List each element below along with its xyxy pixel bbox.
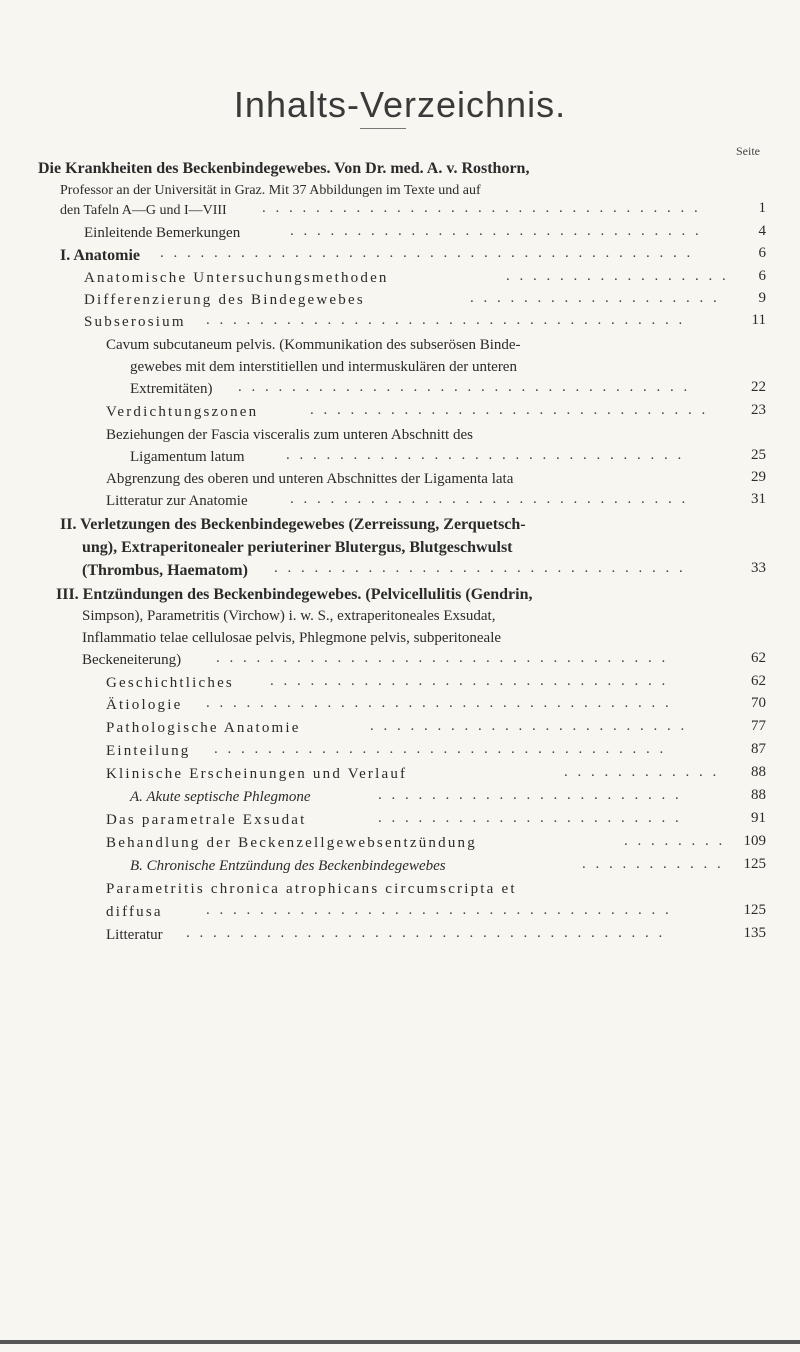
toc-page-number: 23 [751,402,766,418]
toc-entry-text: Verdichtungszonen [106,404,259,420]
toc-entry-text: II. Verletzungen des Beckenbindegewebes (Zerreissung, Zerquetsch- [60,516,526,533]
leader-dots: . . . . . . . . . . . . . . . . . . . . . . . . . . . . . . . . . . . [206,695,672,711]
toc-page-number: 62 [751,650,766,666]
toc-page-number: 1 [758,200,766,216]
toc-entry-text: diffusa [106,904,163,920]
leader-dots: . . . . . . . . . . . . . . . . . . . . . . . . [370,718,688,734]
toc-page-number: 87 [751,741,766,757]
page-title: Inhalts-Verzeichnis. [233,84,567,125]
toc-entry-text: Pathologische Anatomie [106,720,301,736]
toc-entry-text: Ligamentum latum [130,449,245,465]
toc-entry-text: Behandlung der Beckenzellgewebsentzündung [106,835,477,851]
leader-dots: . . . . . . . . . . . . . . . . . . . . . . . . . . . . . . . . . . . [206,902,672,918]
toc-page-number: 6 [758,268,766,284]
toc-page-number: 88 [751,787,766,803]
toc-entry-text: Litteratur zur Anatomie [106,493,248,509]
toc-entry-text: (Thrombus, Haematom) [82,562,248,579]
toc-entry-text: Parametritis chronica atrophicans circumscripta et [106,881,517,897]
toc-entry-text: I. Anatomie [60,247,140,264]
leader-dots: . . . . . . . . . . . . . . . . . . . . . . . . . . . . . . . . . [262,200,701,216]
toc-page-number: 109 [743,833,766,849]
leader-dots: . . . . . . . . . . . . . . . . . . . . . . . . . . . . . . . [274,560,686,576]
toc-entry-text: Simpson), Parametritis (Virchow) i. w. S., extraperitoneales Exsudat, [82,608,496,624]
toc-entry-text: Ätiologie [106,697,183,713]
toc-entry-text: Litteratur [106,927,163,943]
leader-dots: . . . . . . . . . . . . . . . . . [506,268,729,284]
title-divider [360,128,406,129]
toc-page-number: 22 [751,379,766,395]
toc-entry-text: Beziehungen der Fascia visceralis zum unteren Abschnitt des [106,427,473,443]
toc-entry-text: A. Akute septische Phlegmone [130,789,311,805]
toc-page-number: 91 [751,810,766,826]
leader-dots: . . . . . . . . . . . . [564,764,720,780]
toc-entry-text: Die Krankheiten des Beckenbindegewebes. Von Dr. med. A. v. Rosthorn, [38,160,530,177]
toc-entry-text: Geschichtliches [106,675,234,691]
toc-entry-text: Beckeneiterung) [82,652,182,668]
leader-dots: . . . . . . . . . . . . . . . . . . . . . . . . . . . . . . . . . . [238,379,691,395]
toc-entry-text: Anatomische Untersuchungsmethoden [84,270,389,286]
page-edge-shadow [0,1340,800,1344]
toc-page-number: 31 [751,491,766,507]
leader-dots: . . . . . . . . . . . . . . . . . . . . . . . [378,787,682,803]
leader-dots: . . . . . . . . . . . . . . . . . . . . . . . . . . . . . . [270,673,669,689]
toc-entry-text: Subserosium [84,314,186,330]
toc-page-number: 70 [751,695,766,711]
leader-dots: . . . . . . . . . . . . . . . . . . . . . . . . . . . . . . . . . . . . [206,312,686,328]
toc-entry-text: Inflammatio telae cellulosae pelvis, Phlegmone pelvis, subperitoneale [82,630,502,646]
toc-page-number: 29 [751,469,766,485]
toc-entry-text: Abgrenzung des oberen und unteren Abschnittes der Ligamenta lata [106,471,514,487]
leader-dots: . . . . . . . . . . . . . . . . . . . . . . . . . . . . . . . . . . [216,650,669,666]
toc-page-number: 77 [751,718,766,734]
toc-page-number: 9 [758,290,766,306]
toc-page-number: 62 [751,673,766,689]
toc-page-number: 33 [751,560,766,576]
toc-entry-text: Klinische Erscheinungen und Verlauf [106,766,408,782]
toc-page-number: 11 [751,312,766,328]
leader-dots: . . . . . . . . . . . . . . . . . . . . . . . . . . . . . . [310,402,709,418]
toc-page-number: 125 [743,856,766,872]
leader-dots: . . . . . . . . . . . . . . . . . . . . . . . . . . . . . . . . . . [214,741,667,757]
toc-entry-text: gewebes mit dem interstitiellen und intermuskulären der unteren [130,359,517,375]
leader-dots: . . . . . . . . [624,833,726,849]
toc-entry-text: B. Chronische Entzündung des Beckenbindegewebes [130,858,446,874]
toc-entry-text: Cavum subcutaneum pelvis. (Kommunikation des subserösen Binde- [106,337,521,353]
leader-dots: . . . . . . . . . . . . . . . . . . . . . . . . . . . . . . [286,447,685,463]
toc-page-number: 25 [751,447,766,463]
toc-entry-text: Professor an der Universität in Graz. Mit 37 Abbildungen im Texte und auf [60,183,481,198]
leader-dots: . . . . . . . . . . . . . . . . . . . . . . . . . . . . . . . . . . . . [186,925,666,941]
toc-entry-text: Das parametrale Exsudat [106,812,307,828]
toc-entry-text: Extremitäten) [130,381,213,397]
toc-entry-text: Differenzierung des Bindegewebes [84,292,365,308]
toc-page-number: 4 [758,223,766,239]
leader-dots: . . . . . . . . . . . . . . . . . . . [470,290,720,306]
toc-entry-text: ung), Extraperitonealer periuteriner Blutergus, Blutgeschwulst [82,539,513,556]
toc-page-number: 125 [743,902,766,918]
toc-page-number: 6 [758,245,766,261]
leader-dots: . . . . . . . . . . . . . . . . . . . . . . . . . . . . . . . [290,223,702,239]
leader-dots: . . . . . . . . . . . [582,856,724,872]
toc-page-number: 135 [743,925,766,941]
toc-entry-text: Einleitende Bemerkungen [84,225,241,241]
toc-entry-text: Einteilung [106,743,191,759]
leader-dots: . . . . . . . . . . . . . . . . . . . . . . . . . . . . . . [290,491,689,507]
seite-label: Seite [736,144,760,158]
toc-entry-text: den Tafeln A—G und I—VIII [60,203,227,218]
leader-dots: . . . . . . . . . . . . . . . . . . . . . . . [378,810,682,826]
toc-page-number: 88 [751,764,766,780]
toc-entry-text: III. Entzündungen des Beckenbindegewebes. (Pelvicellulitis (Gendrin, [56,586,533,603]
leader-dots: . . . . . . . . . . . . . . . . . . . . . . . . . . . . . . . . . . . . . . . . [160,245,694,261]
